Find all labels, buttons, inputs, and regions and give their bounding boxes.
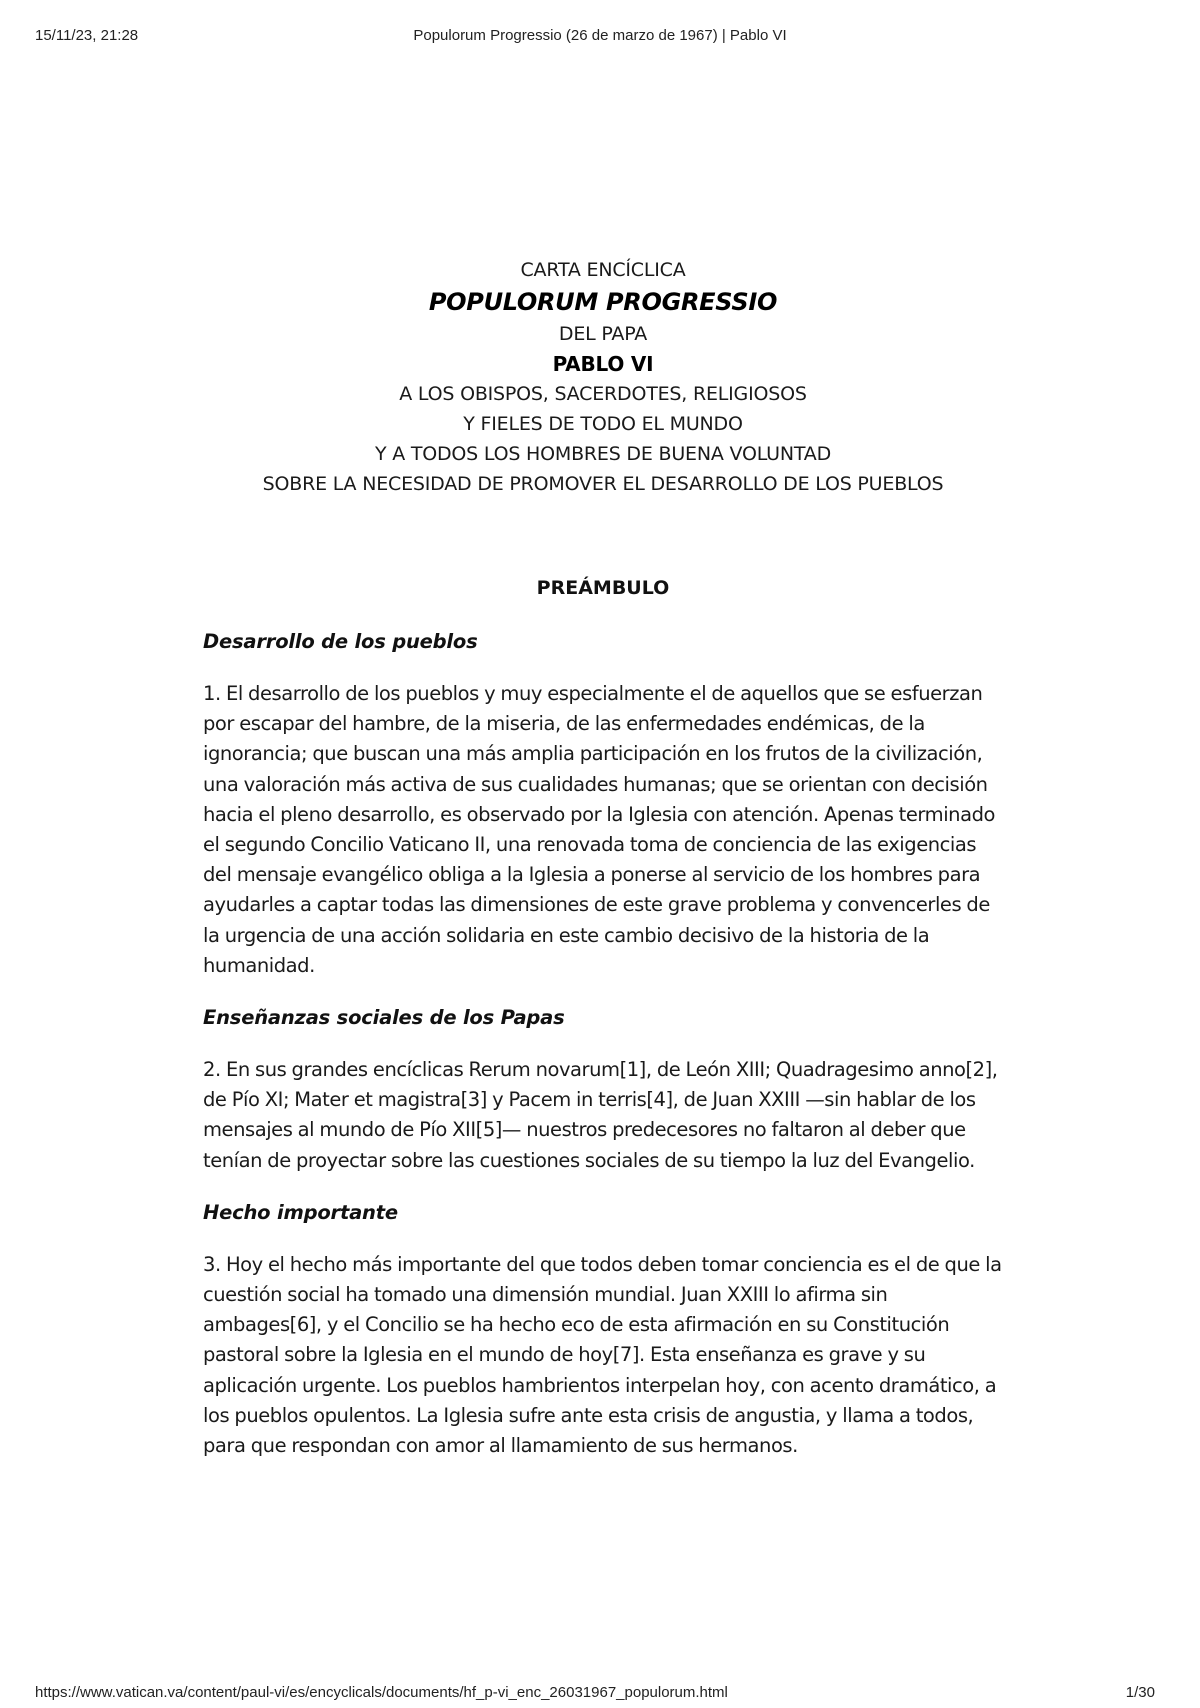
author-name: PABLO VI — [552, 352, 654, 376]
print-header — [0, 27, 1200, 51]
document-subject: SOBRE LA NECESIDAD DE PROMOVER EL DESARROLLO DE LOS PUEBLOS — [262, 473, 944, 495]
section-paragraph: 3. Hoy el hecho más importante del que todos deben tomar conciencia es el de que la cuestión social ha tomado una dimensión mundial. Juan XXIII lo afirma sin ambages[6], y el Concilio se ha hecho eco de esta afirmación en su Constitución pastoral sobre la Iglesia en el mundo de hoy[7]. Esta enseñanza es grave y su aplicación urgente. Los pueblos hambrientos interpelan hoy, con acento dramático, a los pueblos opulentos. La Iglesia sufre ante esta crisis de angustia, y llama a todos, para que respondan con amor al llamamiento de sus hermanos. — [203, 1252, 1002, 1458]
document-kind: CARTA ENCÍCLICA — [520, 259, 686, 281]
section-paragraph: 1. El desarrollo de los pueblos y muy especialmente el de aquellos que se esfuerzan por escapar del hambre, de la miseria, de las enfermedades endémicas, de la ignorancia; que buscan una más amplia participación en los frutos de la civilización, una valoración más activa de sus cualidades humanas; que se orientan con decisión hacia el pleno desarrollo, es observado por la Iglesia con atención. Apenas terminado el segundo Concilio Vaticano II, una renovada toma de conciencia de las exigencias del mensaje evangélico obliga a la Iglesia a ponerse al servicio de los hombres para ayudarles a captar todas las dimensiones de este grave problema y convencerles de la urgencia de una acción solidaria en este cambio decisivo de la historia de la humanidad. — [203, 682, 995, 977]
document-title: POPULORUM PROGRESSIO — [428, 288, 778, 316]
section-heading: Enseñanzas sociales de los Papas — [203, 1006, 565, 1030]
encyclical-document — [203, 255, 1003, 1461]
addressee-line: A LOS OBISPOS, SACERDOTES, RELIGIOSOS — [399, 383, 807, 405]
addressee-line: Y FIELES DE TODO EL MUNDO — [463, 413, 743, 435]
print-footer — [0, 1684, 1200, 1708]
del-papa-label: DEL PAPA — [558, 323, 648, 345]
page-number: 1/30 — [1125, 1684, 1155, 1701]
section-heading: Hecho importante — [203, 1200, 398, 1224]
addressee-line: Y A TODOS LOS HOMBRES DE BUENA VOLUNTAD — [374, 443, 832, 465]
preamble-heading: PREÁMBULO — [536, 577, 670, 599]
title-block — [203, 255, 1003, 499]
print-page-title: Populorum Progressio (26 de marzo de 1967) | Pablo VI — [413, 27, 787, 44]
print-datetime: 15/11/23, 21:28 — [35, 27, 139, 44]
page-url: https://www.vatican.va/content/paul-vi/es/encyclicals/documents/hf_p-vi_enc_26031967_populorum.html — [35, 1684, 728, 1701]
section-heading: Desarrollo de los pueblos — [203, 630, 478, 653]
section-paragraph: 2. En sus grandes encíclicas Rerum novarum[1], de León XIII; Quadragesimo anno[2], de Pío XI; Mater et magistra[3] y Pacem in terris[4], de Juan XXIII —sin hablar de los mensajes al mundo de Pío XII[5]— nuestros predecesores no faltaron al deber que tenían de proyectar sobre las cuestiones sociales de su tiempo la luz del Evangelio. — [203, 1058, 998, 1172]
